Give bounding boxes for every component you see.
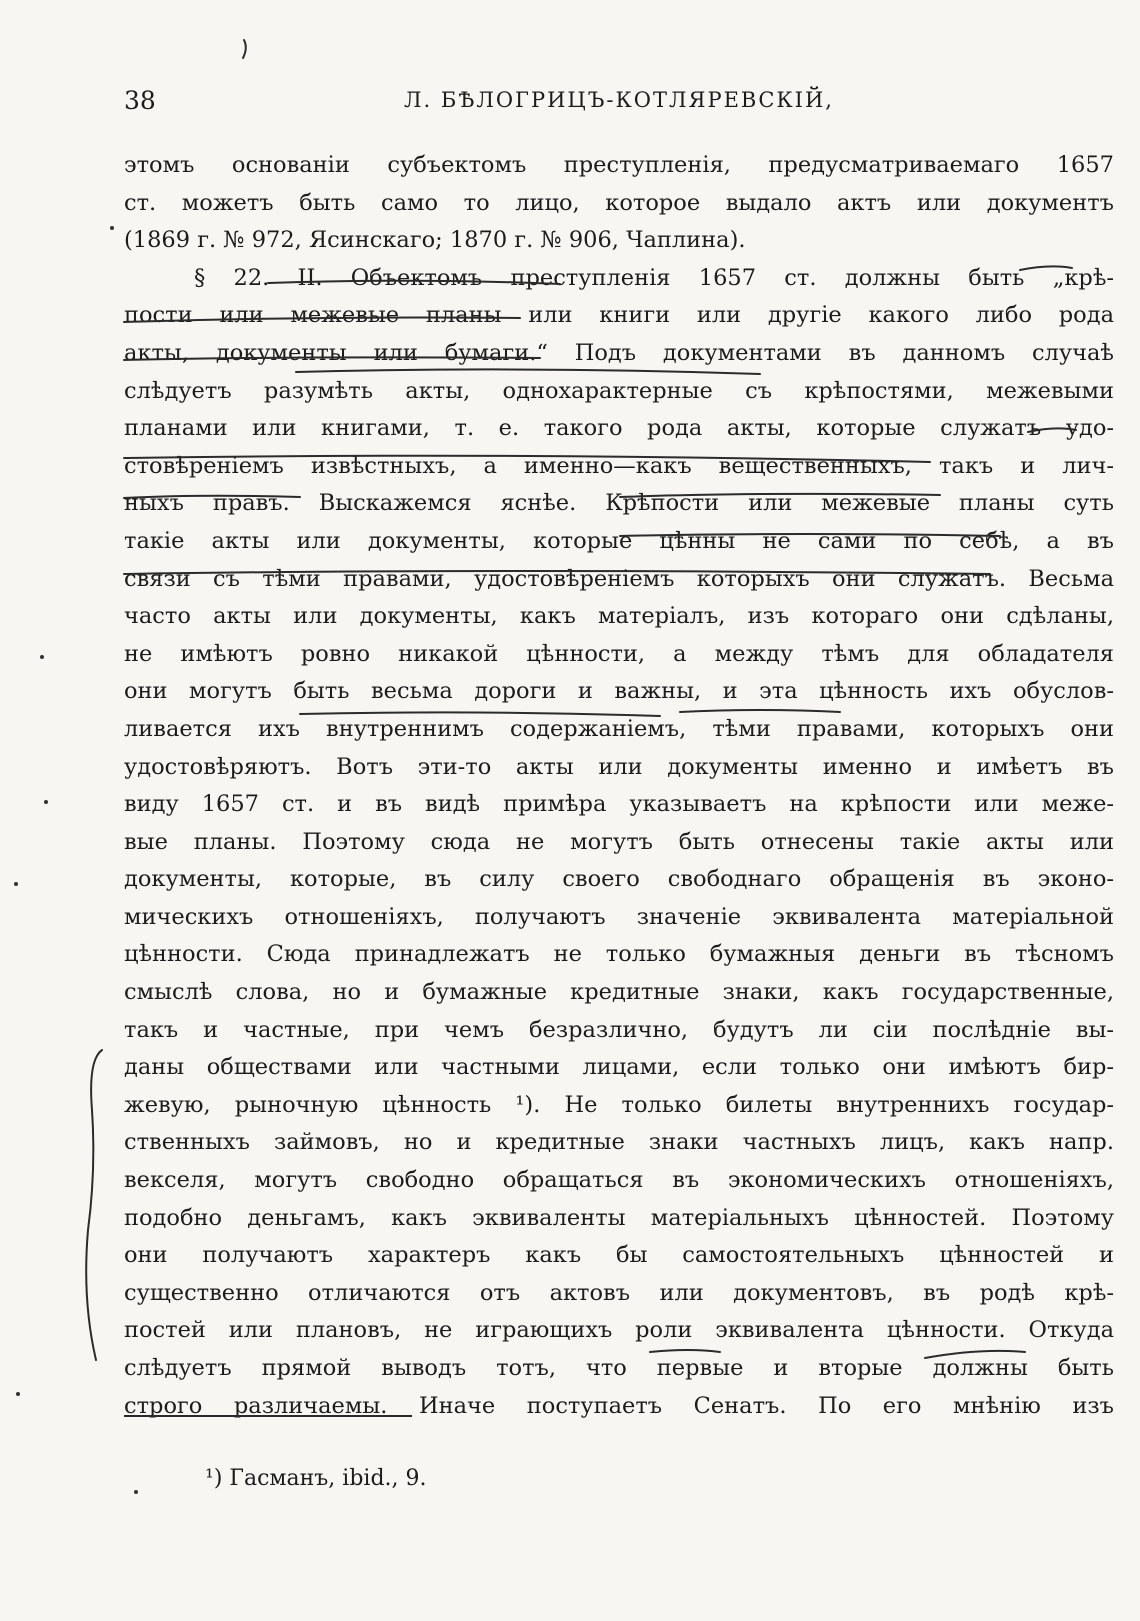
page-number: 38 (124, 86, 156, 115)
text-line: акты, документы или бумаги.“ Подъ документами въ данномъ случаѣ (124, 339, 1114, 366)
text-line: мическихъ отношеніяхъ, получаютъ значеніе эквивалента матеріальной (124, 903, 1114, 930)
text-line: этомъ основаніи субъектомъ преступленія, предусматриваемаго 1657 (124, 152, 1114, 178)
text-line: даны обществами или частными лицами, если только они имѣютъ бир- (124, 1054, 1114, 1081)
text-line: они могутъ быть весьма дороги и важны, и эта цѣнность ихъ обуслов- (124, 678, 1114, 705)
text-line: ливается ихъ внутреннимъ содержаніемъ, тѣми правами, которыхъ они (124, 715, 1114, 742)
text-line: жевую, рыночную цѣнность ¹). Не только билеты внутреннихъ государ- (124, 1091, 1114, 1118)
text-line: пости или межевые планы или книги или другіе какого либо рода (124, 302, 1114, 329)
text-line: строго различаемы. Иначе поступаетъ Сенатъ. По его мнѣнію изъ (124, 1392, 1114, 1419)
text-line: смыслѣ слова, но и бумажные кредитные знаки, какъ государственные, (124, 979, 1114, 1006)
speck (110, 226, 114, 230)
text-line: часто акты или документы, какъ матеріалъ, изъ котораго они сдѣланы, (124, 603, 1114, 630)
speck (16, 1392, 20, 1396)
footnote (205, 1466, 427, 1491)
text-line: векселя, могутъ свободно обращаться въ экономическихъ отношеніяхъ, (124, 1167, 1114, 1194)
footnote-marker: ¹) (205, 1466, 223, 1491)
text-line: ныхъ правъ. Выскажемся яснѣе. Крѣпости или межевые планы суть (124, 490, 1114, 517)
text-line: § 22. II. Объектомъ преступленія 1657 ст. должны быть „крѣ- (194, 264, 1114, 291)
running-head: Л. БѢЛОГРИЦЪ-КОТЛЯРЕВСКІЙ, (404, 88, 834, 112)
text-line: ст. можетъ быть само то лицо, которое выдало актъ или документъ (124, 189, 1114, 216)
body-text (124, 147, 1114, 1425)
text-line: они получаютъ характеръ какъ бы самостоятельныхъ цѣнностей и (124, 1242, 1114, 1269)
text-line: цѣнности. Сюда принадлежатъ не только бумажныя деньги въ тѣсномъ (124, 941, 1114, 968)
text-line: существенно отличаются отъ актовъ или документовъ, въ родѣ крѣ- (124, 1279, 1114, 1306)
text-line: связи съ тѣми правами, удостовѣреніемъ которыхъ они служатъ. Весьма (124, 565, 1114, 592)
text-line: такіе акты или документы, которые цѣнны не сами по себѣ, а въ (124, 527, 1114, 554)
footnote-rule (124, 1415, 412, 1417)
speck (134, 1490, 138, 1494)
footnote-text: Гасманъ, ibid., 9. (229, 1466, 427, 1491)
speck (44, 800, 48, 804)
text-line: виду 1657 ст. и въ видѣ примѣра указываетъ на крѣпости или меже- (124, 791, 1114, 818)
speck (40, 655, 44, 659)
text-line: вые планы. Поэтому сюда не могутъ быть отнесены такіе акты или (124, 828, 1114, 855)
text-line: не имѣютъ ровно никакой цѣнности, а между тѣмъ для обладателя (124, 640, 1114, 667)
text-line: удостовѣряютъ. Вотъ эти-то акты или документы именно и имѣетъ въ (124, 753, 1114, 780)
text-line: слѣдуетъ разумѣть акты, однохарактерные съ крѣпостями, межевыми (124, 377, 1114, 404)
text-line: документы, которые, въ силу своего свободнаго обращенія въ эконо- (124, 866, 1114, 893)
text-line: ственныхъ займовъ, но и кредитные знаки частныхъ лицъ, какъ напр. (124, 1129, 1114, 1156)
text-line: подобно деньгамъ, какъ эквиваленты матеріальныхъ цѣнностей. Поэтому (124, 1204, 1114, 1231)
text-line: (1869 г. № 972, Ясинскаго; 1870 г. № 906, Чаплина). (124, 227, 746, 254)
text-line: такъ и частные, при чемъ безразлично, будутъ ли сіи послѣдніе вы- (124, 1016, 1114, 1043)
text-line: стовѣреніемъ извѣстныхъ, а именно—какъ вещественныхъ, такъ и лич- (124, 452, 1114, 479)
text-line: постей или плановъ, не играющихъ роли эквивалента цѣнности. Откуда (124, 1317, 1114, 1344)
text-line: планами или книгами, т. е. такого рода акты, которые служатъ удо- (124, 415, 1114, 442)
text-line: слѣдуетъ прямой выводъ тотъ, что первые и вторые должны быть (124, 1355, 1114, 1381)
speck (14, 882, 18, 886)
page-header (124, 86, 1114, 126)
